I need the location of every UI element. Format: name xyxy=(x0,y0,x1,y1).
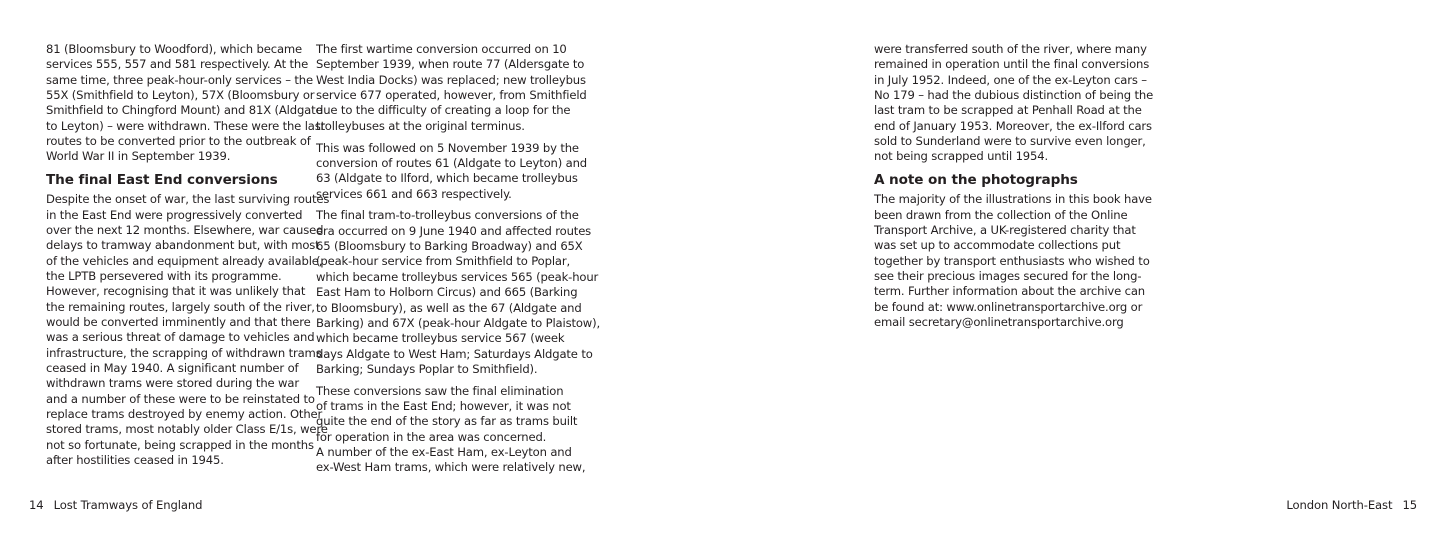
text-line: to Leyton) – were withdrawn. These were the last xyxy=(46,118,326,133)
text-line: was set up to accommodate collections put xyxy=(874,238,1121,253)
text-line: after hostilities ceased in 1945. xyxy=(46,453,224,468)
text-line: conversion of routes 61 (Aldgate to Leyton) and xyxy=(316,155,588,170)
text-line: the LPTB persevered with its programme. xyxy=(46,268,282,283)
text-line: which became trolleybus service 567 (week xyxy=(316,331,565,346)
paragraph-final-elimination xyxy=(316,383,586,476)
text-line: services 661 and 663 respectively. xyxy=(316,186,512,201)
right-running-title: London North-East xyxy=(1286,498,1393,512)
text-line: been drawn from the collection of the Online xyxy=(874,207,1128,222)
right-page-number: 15 xyxy=(1402,498,1417,512)
text-line: ex-West Ham trams, which were relatively new, xyxy=(316,460,586,475)
text-line: ceased in May 1940. A significant number of xyxy=(46,361,299,376)
section-heading-photographs-note: A note on the photographs xyxy=(874,172,1078,189)
text-line: 55X (Smithfield to Leyton), 57X (Bloomsbury or xyxy=(46,88,315,103)
text-line: Smithfield to Chingford Mount) and 81X (Aldgate xyxy=(46,103,323,118)
left-page-column xyxy=(46,42,330,475)
paragraph-first-wartime-conversion xyxy=(316,42,587,134)
text-line: (peak-hour service from Smithfield to Poplar, xyxy=(316,254,570,269)
text-line: be found at: www.onlinetransportarchive.org or xyxy=(874,299,1143,314)
text-line: not being scrapped until 1954. xyxy=(874,149,1049,164)
text-line: The first wartime conversion occurred on 10 xyxy=(316,42,567,56)
text-line: infrastructure, the scrapping of withdrawn trams xyxy=(46,345,322,360)
text-line: were transferred south of the river, where many xyxy=(874,42,1147,56)
text-line: stored trams, most notably older Class E/1s, were xyxy=(46,422,328,437)
text-line: would be converted imminently and that there xyxy=(46,315,311,329)
text-line: see their precious images secured for the long- xyxy=(874,268,1142,283)
text-line: to Bloomsbury), as well as the 67 (Aldgate and xyxy=(316,300,582,315)
text-line: term. Further information about the archive can xyxy=(874,284,1145,299)
text-line: A number of the ex-East Ham, ex-Leyton and xyxy=(316,445,572,460)
text-line: last tram to be scrapped at Penhall Road at the xyxy=(874,103,1142,118)
text-line: end of January 1953. Moreover, the ex-Ilford cars xyxy=(874,118,1152,133)
text-line: not so fortunate, being scrapped in the months xyxy=(46,437,314,452)
text-line: sold to Sunderland were to survive even longer, xyxy=(874,134,1146,149)
text-line: in the East End were progressively converted xyxy=(46,207,303,222)
text-line: of the vehicles and equipment already available, xyxy=(46,253,323,268)
paragraph-intro xyxy=(46,42,326,165)
text-line: service 677 operated, however, from Smithfield xyxy=(316,88,587,103)
text-line: for operation in the area was concerned. xyxy=(316,429,547,444)
text-line: and a number of these were to be reinstated to xyxy=(46,391,315,406)
text-line: trolleybuses at the original terminus. xyxy=(316,118,525,133)
text-line: Despite the onset of war, the last surviving routes xyxy=(46,192,330,207)
paragraph-final-conversions xyxy=(316,208,601,377)
left-running-title: Lost Tramways of England xyxy=(53,498,203,512)
text-line: which became trolleybus services 565 (peak-hour xyxy=(316,269,599,284)
text-line: However, recognising that it was unlikely that xyxy=(46,284,306,299)
text-line: era occurred on 9 June 1940 and affected routes xyxy=(316,223,592,238)
text-line: World War II in September 1939. xyxy=(46,149,231,164)
text-line: the remaining routes, largely south of the river, xyxy=(46,299,315,314)
text-line: routes to be converted prior to the outbreak of xyxy=(46,134,311,149)
left-page-footer xyxy=(29,497,202,513)
text-line: quite the end of the story as far as trams built xyxy=(316,414,578,429)
paragraph-photographs-note xyxy=(874,192,1152,330)
text-line: withdrawn trams were stored during the war xyxy=(46,376,299,391)
text-line: together by transport enthusiasts who wished to xyxy=(874,253,1150,268)
text-line: email secretary@onlinetransportarchive.org xyxy=(874,315,1124,329)
text-line: of trams in the East End; however, it was not xyxy=(316,399,571,414)
right-page-column xyxy=(874,42,1154,337)
text-line: 63 (Aldgate to Ilford, which became trolleybus xyxy=(316,171,578,186)
text-line: September 1939, when route 77 (Aldersgate to xyxy=(316,57,585,72)
text-line: replace trams destroyed by enemy action. Other xyxy=(46,407,323,422)
text-line: Barking; Sundays Poplar to Smithfield). xyxy=(316,361,538,376)
text-line: West India Docks) was replaced; new trolleybus xyxy=(316,72,586,87)
left-page-number: 14 xyxy=(29,498,44,512)
text-line: The majority of the illustrations in this book have xyxy=(874,192,1152,207)
paragraph-november-1939 xyxy=(316,140,588,202)
text-line: same time, three peak-hour-only services – the xyxy=(46,72,313,87)
text-line: This was followed on 5 November 1939 by the xyxy=(316,140,579,155)
text-line: remained in operation until the final conversions xyxy=(874,57,1150,72)
right-page-footer xyxy=(1286,497,1417,513)
text-line: due to the difficulty of creating a loop for the xyxy=(316,103,571,118)
text-line: delays to tramway abandonment but, with most xyxy=(46,238,320,253)
text-line: No 179 – had the dubious distinction of being the xyxy=(874,88,1154,103)
text-line: services 555, 557 and 581 respectively. At the xyxy=(46,57,309,72)
text-line: The final tram-to-trolleybus conversions of the xyxy=(316,208,579,223)
text-line: 65 (Bloomsbury to Barking Broadway) and 65X xyxy=(316,239,583,254)
section-heading-east-end-conversions: The final East End conversions xyxy=(46,172,278,189)
text-line: Transport Archive, a UK-registered charity that xyxy=(874,222,1136,237)
text-line: over the next 12 months. Elsewhere, war caused xyxy=(46,222,324,237)
paragraph-transferred-south xyxy=(874,42,1154,165)
text-line: 81 (Bloomsbury to Woodford), which became xyxy=(46,42,303,56)
text-line: These conversions saw the final elimination xyxy=(316,383,564,398)
text-line: in July 1952. Indeed, one of the ex-Leyton cars – xyxy=(874,72,1147,87)
text-line: Barking) and 67X (peak-hour Aldgate to Plaistow), xyxy=(316,315,601,330)
text-line: East Ham to Holborn Circus) and 665 (Barking xyxy=(316,285,578,300)
text-line: was a serious threat of damage to vehicles and xyxy=(46,330,315,345)
left-page-second-column xyxy=(316,42,601,482)
text-line: days Aldgate to West Ham; Saturdays Aldgate to xyxy=(316,346,593,361)
paragraph-east-end xyxy=(46,192,330,468)
